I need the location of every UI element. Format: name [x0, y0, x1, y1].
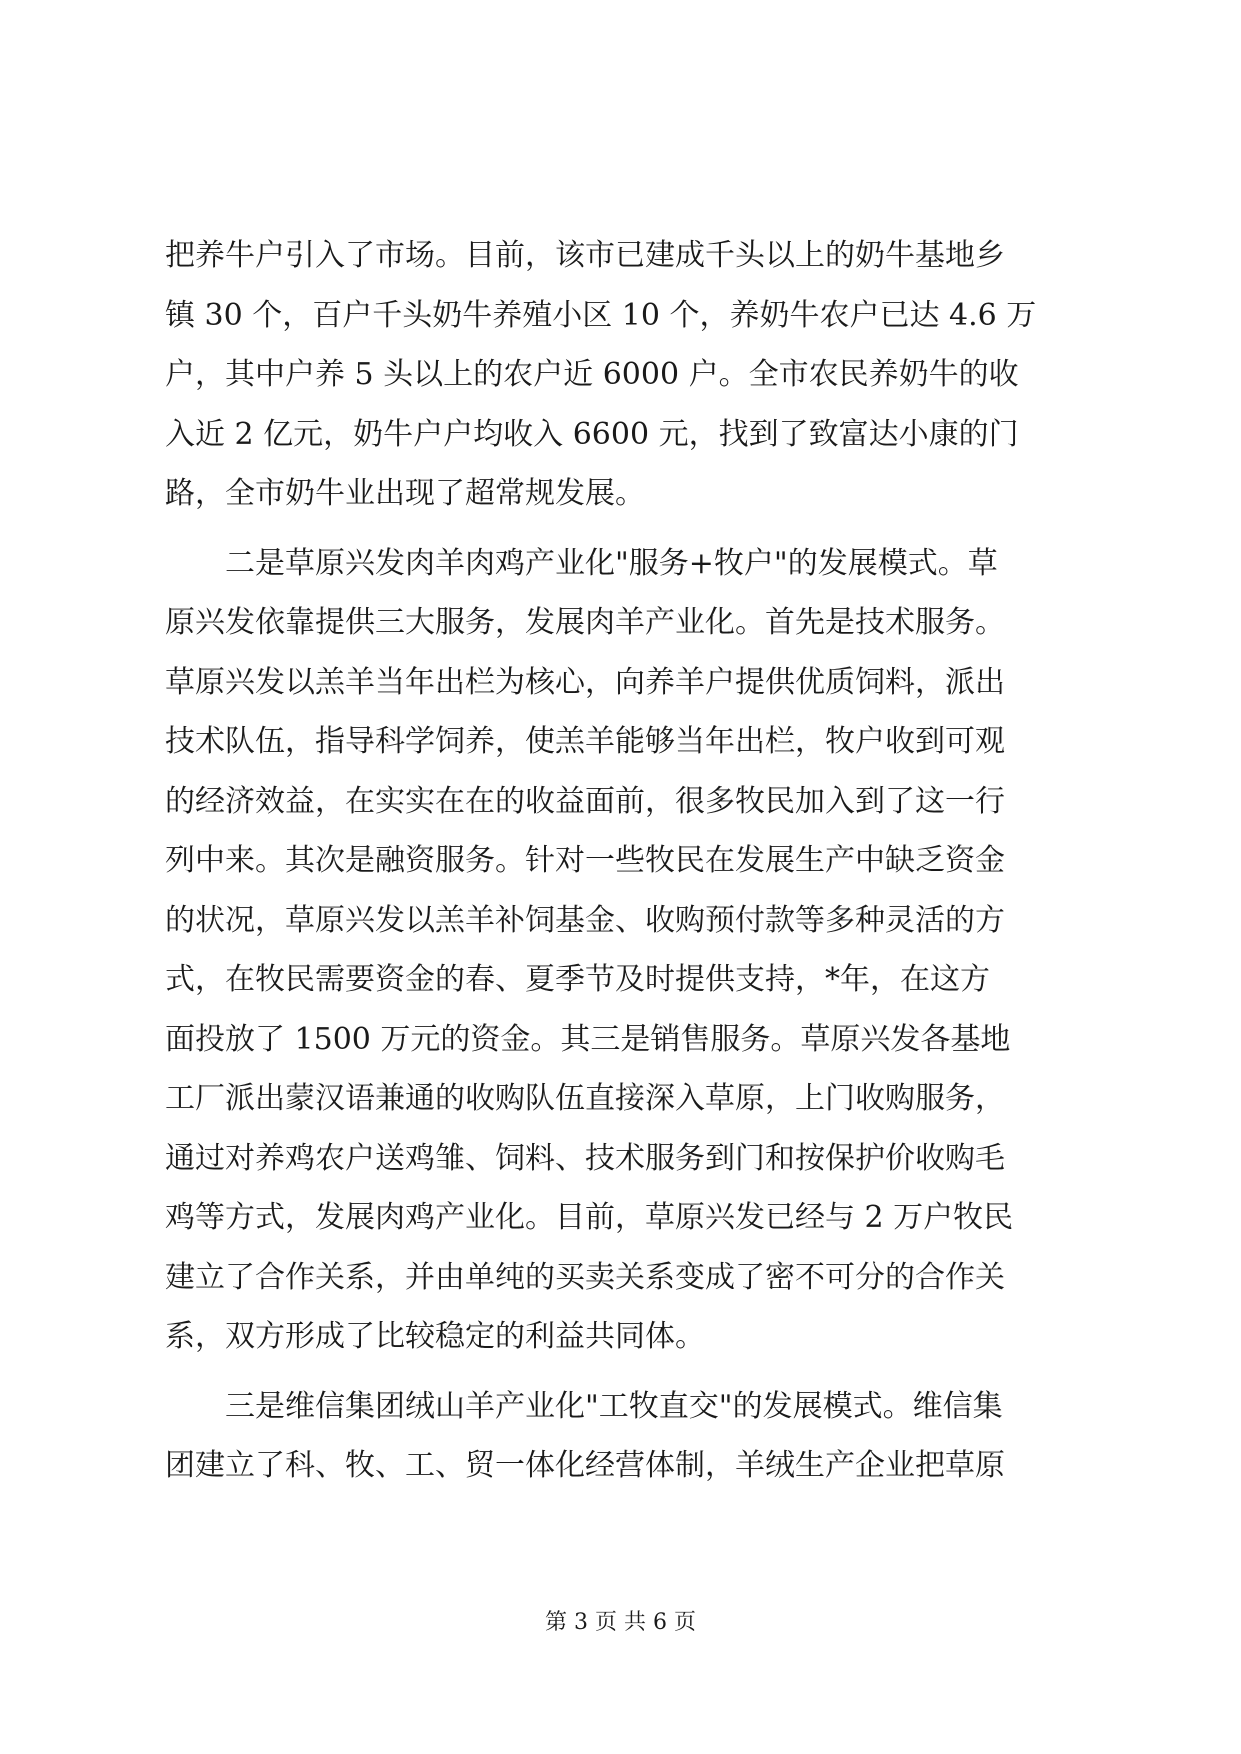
- text-line: 列中来。其次是融资服务。针对一些牧民在发展生产中缺乏资金: [165, 843, 1005, 878]
- text-line: 原兴发依靠提供三大服务，发展肉羊产业化。首先是技术服务。: [165, 605, 1005, 640]
- text-line: 面投放了 1500 万元的资金。其三是销售服务。草原兴发各基地: [165, 1021, 1011, 1057]
- paragraph-2: [165, 544, 1081, 1377]
- document-body: [165, 236, 1081, 1506]
- text-line: 草原兴发以羔羊当年出栏为核心，向养羊户提供优质饲料，派出: [165, 664, 1005, 700]
- text-line: 鸡等方式，发展肉鸡产业化。目前，草原兴发已经与 2 万户牧民: [165, 1200, 1014, 1235]
- text-line: 建立了合作关系，并由单纯的买卖关系变成了密不可分的合作关: [165, 1259, 1005, 1295]
- text-line: 二是草原兴发肉羊肉鸡产业化"服务+牧户"的发展模式。草: [165, 545, 998, 581]
- paragraph-3: [165, 1387, 1081, 1506]
- text-line: 入近 2 亿元，奶牛户户均收入 6600 元，找到了致富达小康的门: [165, 416, 1019, 452]
- text-line: 户，其中户养 5 头以上的农户近 6000 户。全市农民养奶牛的收: [165, 357, 1019, 392]
- text-line: 的经济效益，在实实在在的收益面前，很多牧民加入到了这一行: [165, 783, 1005, 819]
- text-line: 路，全市奶牛业出现了超常规发展。: [165, 476, 645, 511]
- text-line: 团建立了科、牧、工、贸一体化经营体制，羊绒生产企业把草原: [165, 1448, 1005, 1483]
- text-line: 系，双方形成了比较稳定的利益共同体。: [165, 1319, 705, 1354]
- paragraph-1: [165, 236, 1081, 534]
- text-line: 把养牛户引入了市场。目前，该市已建成千头以上的奶牛基地乡: [165, 238, 1005, 273]
- paragraph-spacer: [165, 1377, 1081, 1387]
- text-line: 式，在牧民需要资金的春、夏季节及时提供支持，*年，在这方: [165, 962, 990, 997]
- text-line: 镇 30 个，百户千头奶牛养殖小区 10 个，养奶牛农户已达 4.6 万: [165, 297, 1037, 333]
- text-line: 通过对养鸡农户送鸡雏、饲料、技术服务到门和按保护价收购毛: [165, 1140, 1005, 1176]
- text-line: 技术队伍，指导科学饲养，使羔羊能够当年出栏，牧户收到可观: [165, 724, 1005, 759]
- text-line: 三是维信集团绒山羊产业化"工牧直交"的发展模式。维信集: [165, 1388, 1003, 1424]
- text-line: 工厂派出蒙汉语兼通的收购队伍直接深入草原，上门收购服务，: [165, 1081, 1005, 1116]
- page-number-footer: 第 3 页 共 6 页: [545, 1610, 696, 1635]
- paragraph-spacer: [165, 534, 1081, 544]
- text-line: 的状况，草原兴发以羔羊补饲基金、收购预付款等多种灵活的方: [165, 902, 1005, 938]
